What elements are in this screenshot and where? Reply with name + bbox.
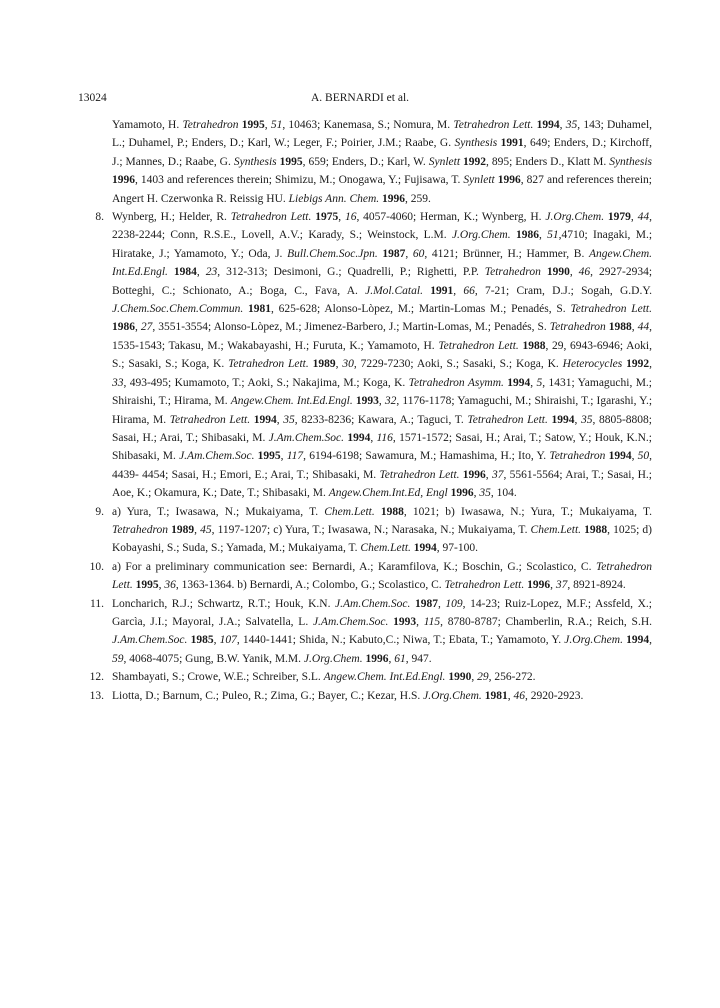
reference-number: 9. [95,505,104,518]
reference-text: a) For a preliminary communication see: Bernardi, A.; Karamfilova, K.; Boschin, G.; Scolastico, C. Tetrahedron Lett. 1995, 36, 1363-1364. b) Bernardi, A.; Colombo, G.; Scolastico, C. Tetrahedron Lett. 1996, 37, 8921-8924. [112,560,652,592]
reference-text: Loncharich, R.J.; Schwartz, R.T.; Houk, K.N. J.Am.Chem.Soc. 1987, 109, 14-23; Ruiz-Lopez, M.F.; Assfeld, X.; Garcìa, J.I.; Mayoral, J.A.; Salvatella, L. J.Am.Chem.Soc. 1993, 115, 8780-8787; Chamberlin, R.A.; Reich, S.H. J.Am.Chem.Soc. 1985, 107, 1440-1441; Shida, N.; Kabuto,C.; Niwa, T.; Ebata, T.; Yamamoto, Y. J.Org.Chem. 1994, 59, 4068-4075; Gung, B.W. Yanik, M.M. J.Org.Chem. 1996, 61, 947. [112,597,653,665]
reference-text: a) Yura, T.; Iwasawa, N.; Mukaiyama, T. Chem.Lett. 1988, 1021; b) Iwasawa, N.; Yura, T.; Mukaiyama, T. Tetrahedron 1989, 45, 1197-1207; c) Yura, T.; Iwasawa, N.; Narasaka, N.; Mukaiyama, T. Chem.Lett. 1988, 1025; d) Kobayashi, S.; Suda, S.; Yamada, M.; Mukaiyama, T. Chem.Lett. 1994, 97-100. [112,505,653,555]
reference-item [90,595,653,669]
reference-text: Shambayati, S.; Crowe, W.E.; Schreiber, S.L. Angew.Chem. Int.Ed.Engl. 1990, 29, 256-272. [112,671,536,684]
reference-number: 10. [89,560,104,573]
reference-item [89,687,652,705]
reference-number: 8. [95,211,104,224]
reference-item [95,208,653,503]
reference-list [89,116,653,705]
reference-number: 13. [89,689,104,702]
reference-number: 11. [90,597,104,610]
reference-item [89,558,652,595]
running-head: A. BERNARDI et al. [310,92,410,104]
reference-number: 12. [89,671,104,684]
reference-item [89,668,652,686]
reference-text: Wynberg, H.; Helder, R. Tetrahedron Lett. 1975, 16, 4057-4060; Herman, K.; Wynberg, H. J.Org.Chem. 1979, 44, 2238-2244; Conn, R.S.E., Lovell, A.V.; Karady, S.; Weinstock, L.M. J.Org.Chem. 1986, 51,4710; Inagaki, M.; Hiratake, J.; Yamamoto, Y.; Oda, J. Bull.Chem.Soc.Jpn. 1987, 60, 4121; Brünner, H.; Hammer, B. Angew.Chem. Int.Ed.Engl. 1984, 23, 312-313; Desimoni, G.; Quadrelli, P.; Righetti, P.P. Tetrahedron 1990, 46, 2927-2934; Botteghi, C.; Schionato, A.; Boga, C., Fava, A. J.Mol.Catal. 1991, 66, 7-21; Cram, D.J.; Sogah, G.D.Y. J.Chem.Soc.Chem.Commun. 1981, 625-628; Alonso-Lòpez, M.; Martin-Lomas M.; Penadés, S. Tetrahedron Lett. 1986, 27, 3551-3554; Alonso-Lòpez, M.; Jimenez-Barbero, J.; Martin-Lomas, M.; Penadés, S. Tetrahedron 1988, 44, 1535-1543; Takasu, M.; Wakabayashi, H.; Furuta, K.; Yamamoto, H. Tetrahedron Lett. 1988, 29, 6943-6946; Aoki, S.; Sasaki, S.; Koga, K. Tetrahedron Lett. 1989, 30, 7229-7230; Aoki, S.; Sasaki, S.; Koga, K. Heterocycles 1992, 33, 493-495; Kumamoto, T.; Aoki, S.; Nakajima, M.; Koga, K. Tetrahedron Asymm. 1994, 5, 1431; Yamaguchi, M.; Shiraishi, T.; Hirama, M. Angew.Chem. Int.Ed.Engl. 1993, 32, 1176-1178; Yamaguchi, M.; Shiraishi, T.; Igarashi, Y.; Hirama, M. Tetrahedron Lett. 1994, 35, 8233-8236; Kawara, A.; Taguci, T. Tetrahedron Lett. 1994, 35, 8805-8808; Sasai, H.; Arai, T.; Shibasaki, M. J.Am.Chem.Soc. 1994, 116, 1571-1572; Sasai, H.; Arai, T.; Satow, Y.; Houk, K.N.; Shibasaki, M. J.Am.Chem.Soc. 1995, 117, 6194-6198; Sawamura, M.; Hamashima, H.; Ito, Y. Tetrahedron 1994, 50, 4439- 4454; Sasai, H.; Emori, E.; Arai, T.; Shibasaki, M. Tetrahedron Lett. 1996, 37, 5561-5564; Arai, T.; Sasai, H.; Aoe, K.; Okamura, K.; Date, T.; Shibasaki, M. Angew.Chem.Int.Ed, Engl 1996, 35, 104. [112,211,653,500]
page-number: 13024 [78,92,107,104]
reference-text: Liotta, D.; Barnum, C.; Puleo, R.; Zima, G.; Bayer, C.; Kezar, H.S. J.Org.Chem. 1981, 46, 2920-2923. [112,689,584,702]
reference-item [112,116,652,208]
reference-item [95,503,653,558]
reference-text: Yamamoto, H. Tetrahedron 1995, 51, 10463; Kanemasa, S.; Nomura, M. Tetrahedron Lett. 1994, 35, 143; Duhamel, L.; Duhamel, P.; Enders, D.; Karl, W.; Leger, F.; Poirier, J.M.; Raabe, G. Synthesis 1991, 649; Enders, D.; Kirchoff, J.; Mannes, D.; Raabe, G. Synthesis 1995, 659; Enders, D.; Karl, W. Synlett 1992, 895; Enders D., Klatt M. Synthesis 1996, 1403 and references therein; Shimizu, M.; Onogawa, Y.; Fujisawa, T. Synlett 1996, 827 and references therein; Angert H. Czerwonka R. Reissig HU. Liebigs Ann. Chem. 1996, 259. [112,119,653,205]
